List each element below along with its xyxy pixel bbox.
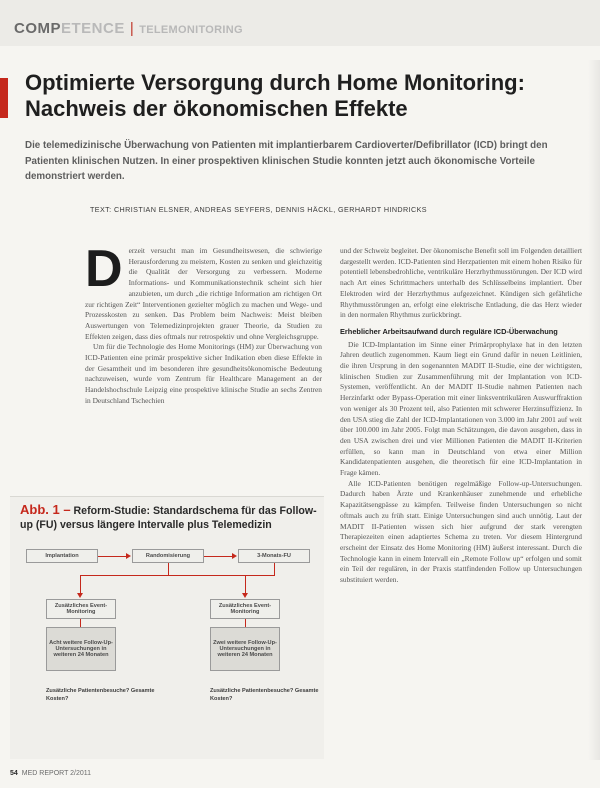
body-paragraph: erzeit versucht man im Gesundheitswesen, die schwierige Herausforderung zu meistern, Kosten zu senken und gleichzeitig die Qualität der Versorgung zu verbessern. Moderne Informations- und Kommunikationstechnik scheint sich hier anzubieten, um durch „die richtige Information am richtigen Ort zur richtigen Zeit“ Interventionen gezielter möglich zu machen und Wege- und Prozesskosten zu senken. Das Problem beim Nachweis: Meist bleiben Auswertungen von Telemedizinprojekten grauer Theorie, da Studien zu Effekten zeigen, dass dies oftmals nur retrospektiv und ohne Vergleichsgruppe.: [85, 246, 322, 341]
section-separator: |: [129, 20, 135, 37]
section-category: TELEMONITORING: [139, 24, 243, 36]
body-paragraph: Die ICD-Implantation im Sinne einer Primärprophylaxe hat in den letzten Jahren deutlich zugenommen. Kaum liegt ein Grund dafür in neuen Leitlinien, die ihren Ursprung in den sogenannten MADIT II-Studie, eine der wichtigsten, klinischen Studien zur Zusammenführung mit der Implantation von ICD-Systemen, veröffentlicht. An der MADIT II-Studie nahmen Patienten nach Herzinfarkt oder Bypass-Operation mit einer linksventrikulären Auswurffraktion von weniger als 30 Prozent teil, also Patienten mit schwerer Herzinsuffizienz. In den USA stieg die Zahl der ICD-Implantationen von 3.000 im Jahr 2001 auf weit über 100.000 im Jahr 2005. Folgt man Schätzungen, die davon ausgehen, dass in den USA zwischen drei und vier Millionen Patienten die MADIT II-Kriterien erfüllen, so kann man in Deutschland von etwa einer Million Kandidatenpatienten ausgehen, die theoretisch für eine ICD-Implantation in Frage kämen.: [340, 339, 582, 478]
left-branch-body: Acht weitere Follow-Up-Untersuchungen in weiteren 24 Monaten: [46, 627, 116, 671]
flow-arrow: [98, 556, 128, 557]
page-edge-shadow: [588, 60, 600, 760]
figure-label: Abb. 1 –: [20, 502, 71, 517]
flow-connector: [245, 575, 246, 595]
flow-connector: [245, 619, 246, 627]
flow-connector: [80, 575, 81, 595]
page-number: 54: [10, 770, 18, 777]
flow-step-randomization: Randomisierung: [132, 549, 204, 563]
flow-connector: [168, 563, 169, 575]
right-branch-header: Zusätzliches Event-Monitoring: [210, 599, 280, 619]
page-footer: [10, 770, 91, 777]
article-title: [25, 70, 585, 122]
body-paragraph: Um für die Technologie des Home Monitorings (HM) zur Überwachung von ICD-Patienten eine primär prospektive sicher Indikation eben diese Effekte in der Gesamtheit und im besonderen ihre gesundheitsökonomische Bedeutung nachzuweisen, wurde vom Zentrum für Healthcare Management an der Handelshochschule Leipzig eine prospektive klinische Studie an sechs Zentren in Deutschland Tschechien: [85, 342, 322, 405]
body-paragraph: Alle ICD-Patienten benötigen regelmäßige Follow-up-Untersuchungen. Dadurch haben Ärzte und Krankenhäuser zunehmende und erhebliche Kapazitätsengpässe zu kämpfen. Teilweise finden Untersuchungen so nicht oftmals auch zu früh statt. Einige Untersuchungen sind auch unnötig. Laut der MADIT II-Patienten wissen sich hier aufgrund der stark verengten Therapiezeiten einen adaptiertes Schema zu treten. Vor diesem Hintergrund erscheint der Einsatz des Home Monitoring (HM) äußerst interessant. Durch die Technologie kann in einem Intervall ein „Remote Follow up“ erfolgen und somit ein Teil der regulären, in der Praxis stattfindenden Follow up Untersuchungen substituiert werden.: [340, 478, 582, 585]
article-authors: TEXT: CHRISTIAN ELSNER, ANDREAS SEYFERS, DENNIS HÄCKL, GERHARDT HINDRICKS: [90, 205, 427, 214]
left-branch-header: Zusätzliches Event-Monitoring: [46, 599, 116, 619]
article-title-line1: Optimierte Versorgung durch Home Monitoring:: [25, 70, 525, 95]
section-name-part1: COMP: [14, 20, 61, 37]
right-branch-body: Zwei weitere Follow-Up-Untersuchungen in weiteren 24 Monaten: [210, 627, 280, 671]
left-branch-question: Zusätzliche Patientenbesuche? Gesamte Kosten?: [46, 688, 155, 702]
section-subheading: Erheblicher Arbeitsaufwand durch reguläre ICD-Überwachung: [340, 326, 558, 336]
flow-connector: [274, 563, 275, 575]
body-paragraph: und der Schweiz begleitet. Der ökonomische Benefit soll im Folgenden detailliert dargestellt werden. ICD-Patienten sind Herzpatienten mit einem hohen Risiko für potentiell lebensbedrohliche, ventrikuläre Herzrhythmusstörungen. Der ICD wird nach Art eines Schrittmachers unterhalb des Schlüsselbeins implantiert. Über Elektroden wird der Herzrhythmus aufgezeichnet. Kündigen sich gefährliche Rhythmusstörungen an, erfolgt eine elektrische Entladung, die das Herz wieder in den normalen Rhythmus zurückbringt.: [340, 246, 582, 320]
arrow-down-icon: [77, 593, 83, 598]
flow-connector: [80, 619, 81, 627]
publication-name: MED REPORT 2/2011: [21, 770, 92, 777]
title-accent-bar: [0, 78, 8, 118]
arrow-down-icon: [242, 593, 248, 598]
flow-step-3-month-fu: 3-Monats-FU: [238, 549, 310, 563]
right-branch-question: Zusätzliche Patientenbesuche? Gesamte Kosten?: [210, 688, 319, 702]
body-column-right: [340, 246, 582, 764]
article-lead: Die telemedizinische Überwachung von Patienten mit implantierbarem Cardioverter/Defibrillator (ICD) bringt den Patienten klinischen Nutzen. In einer prospektiven klinischen Studie konnten jetzt auch ökonomische Vorteile demonstriert werden.: [25, 140, 548, 182]
arrow-right-icon: [232, 553, 237, 559]
figure-title: [20, 503, 320, 532]
section-header: [0, 0, 600, 46]
body-column-left: [85, 246, 322, 508]
drop-cap: D: [85, 246, 123, 298]
flow-arrow: [204, 556, 234, 557]
figure-caption: Reform-Studie: Standardschema für das Follow-up (FU) versus längere Intervalle plus Telemedizin: [20, 505, 317, 531]
section-label: [14, 20, 243, 37]
figure-flowchart: [10, 496, 324, 759]
article-title-line2: Nachweis der ökonomischen Effekte: [25, 96, 408, 121]
section-name-part2: ETENCE: [61, 20, 125, 37]
flow-step-implantation: Implantation: [26, 549, 98, 563]
arrow-right-icon: [126, 553, 131, 559]
